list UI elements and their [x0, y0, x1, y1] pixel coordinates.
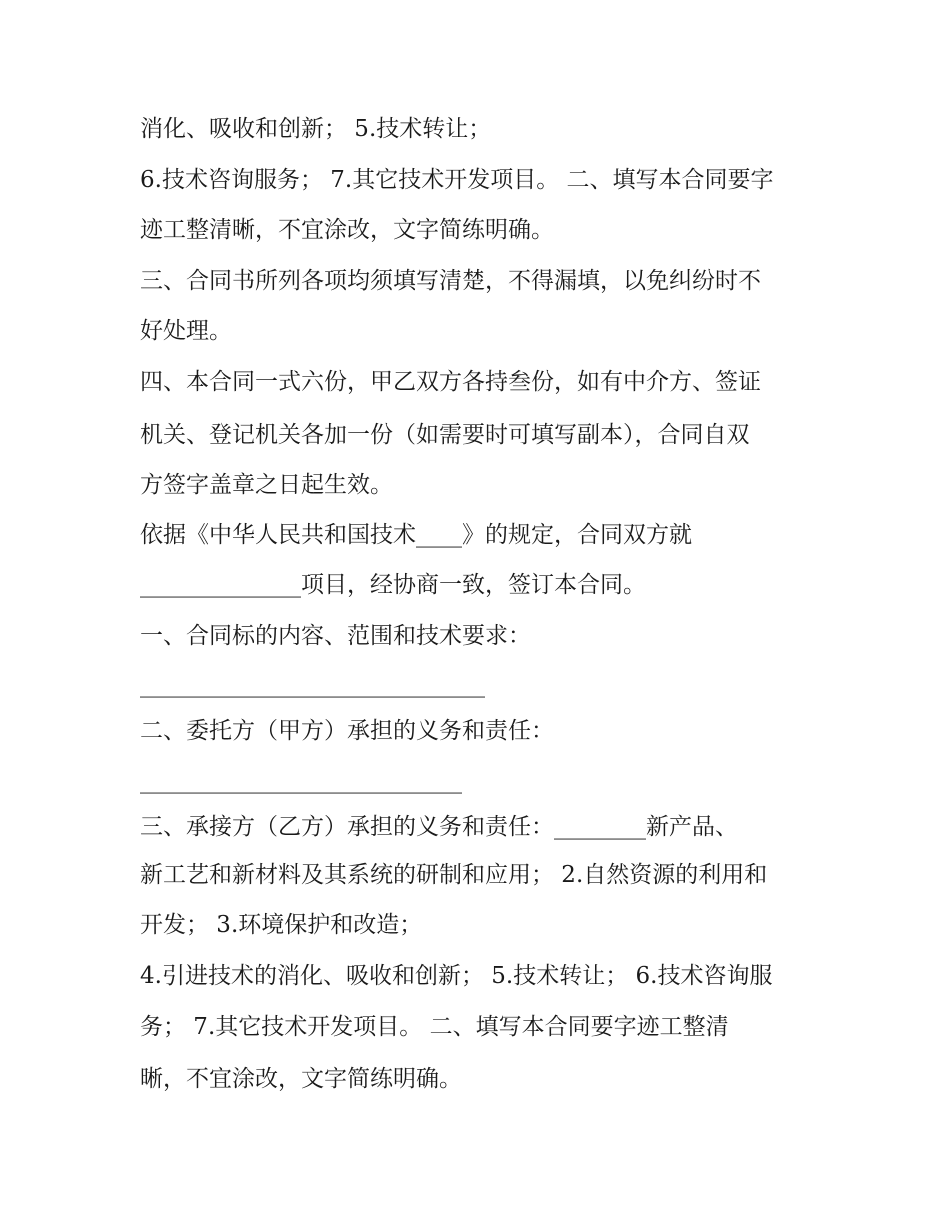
text-line: 四、本合同一式六份，甲乙双方各持叁份，如有中介方、签证 [140, 369, 761, 395]
text-line: 依据《中华人民共和国技术____》的规定，合同双方就 [140, 522, 692, 548]
text-line: 三、合同书所列各项均须填写清楚，不得漏填，以免纠纷时不 [140, 268, 761, 294]
text-line: 机关、登记机关各加一份（如需要时可填写副本），合同自双 [140, 422, 750, 448]
text-line: 迹工整清晰，不宜涂改，文字简练明确。 [140, 217, 554, 243]
blank-line: ____________________________ [140, 768, 462, 794]
text-line: 三、承接方（乙方）承担的义务和责任：________新产品、 [140, 814, 738, 840]
blank-line: ______________________________ [140, 672, 485, 698]
text-line: 新工艺和新材料及其系统的研制和应用； 2.自然资源的利用和 [140, 862, 768, 888]
text-line: ______________项目，经协商一致，签订本合同。 [140, 572, 646, 598]
text-line: 晰，不宜涂改，文字简练明确。 [140, 1066, 462, 1092]
text-line: 4.引进技术的消化、吸收和创新； 5.技术转让； 6.技术咨询服 [140, 963, 773, 989]
text-line: 好处理。 [140, 318, 232, 344]
text-line: 开发； 3.环境保护和改造； [140, 912, 423, 938]
text-line: 一、合同标的内容、范围和技术要求： [140, 623, 531, 649]
text-line: 二、委托方（甲方）承担的义务和责任： [140, 718, 554, 744]
text-line: 6.技术咨询服务； 7.其它技术开发项目。 二、填写本合同要字 [140, 167, 774, 193]
text-line: 方签字盖章之日起生效。 [140, 472, 393, 498]
text-line: 务； 7.其它技术开发项目。 二、填写本合同要字迹工整清 [140, 1014, 729, 1040]
text-line: 消化、吸收和创新； 5.技术转让； [140, 116, 492, 142]
